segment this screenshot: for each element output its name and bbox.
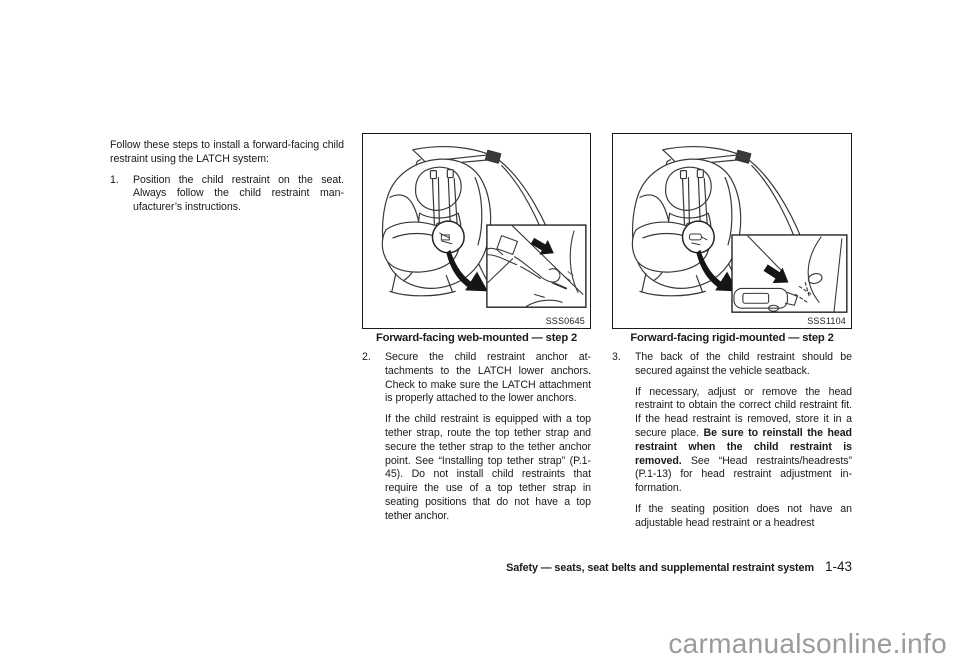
- left-column: [110, 139, 344, 215]
- inset-detail-box: [487, 225, 586, 307]
- intro-paragraph: Follow these steps to install a forward-facing child restraint using the LATCH system:: [110, 139, 344, 165]
- step-1-text: Position the child restraint on the seat. Always follow the child restraint manufacturer’s instructions.: [133, 173, 344, 214]
- list-number: 3.: [612, 351, 621, 363]
- middle-column: [362, 133, 591, 524]
- list-number: 2.: [362, 351, 371, 363]
- step-2-paragraph-1: Secure the child restraint anchor attachments to the LATCH lower anchors. Check to make sure the LATCH attachment is properly attached to the lower anchors.: [385, 351, 591, 405]
- figure-code: SSS0645: [545, 316, 585, 326]
- step-3-paragraph-2: If necessary, adjust or remove the head restraint to obtain the correct child restraint fit. If the head restraint is removed, store it in a secure place. Be sure to reinstall the head restraint when the child restraint is removed. See “Head restraints/headrests” (P.1-13) for head restraint adjustment information.: [635, 385, 852, 495]
- bold-warning-text: Be sure to reinstall the head restraint when the child restraint is removed.: [635, 426, 852, 467]
- step-2: [362, 351, 591, 524]
- step-3: [612, 351, 852, 531]
- watermark: carmanualsonline.info: [668, 628, 947, 659]
- child-seat-rigid-illustration: [613, 134, 851, 328]
- inset-detail-box: [732, 235, 847, 312]
- step-1: [110, 174, 344, 215]
- figure-code: SSS1104: [807, 316, 846, 326]
- figure-caption: Forward-facing rigid-mounted — step 2: [630, 332, 834, 344]
- figure-web-mounted: [362, 133, 591, 329]
- figure-rigid-mounted: [612, 133, 852, 329]
- step-3-paragraph-1: The back of the child restraint should be secured against the vehicle seatback.: [635, 351, 852, 377]
- step-2-paragraph-2: If the child restraint is equipped with a top tether strap, route the top tether strap and secure the tether strap to the tether anchor point. See “Installing top tether strap” (P.1-45). Do not install child restraints that require the use of a top tether strap in seating positions that do not have a top tether anchor.: [385, 413, 591, 522]
- list-number: 1.: [110, 173, 119, 186]
- child-seat-web-illustration: [363, 134, 590, 328]
- step-3-paragraph-3: If the seating position does not have an adjustable head restraint or a headrest: [635, 502, 852, 529]
- right-column: [612, 133, 852, 531]
- footer-page-number: 1-43: [824, 559, 852, 574]
- page-footer: [110, 558, 852, 576]
- footer-section-label: Safety — seats, seat belts and supplemental restraint system: [506, 562, 814, 574]
- figure-caption: Forward-facing web-mounted — step 2: [375, 332, 578, 344]
